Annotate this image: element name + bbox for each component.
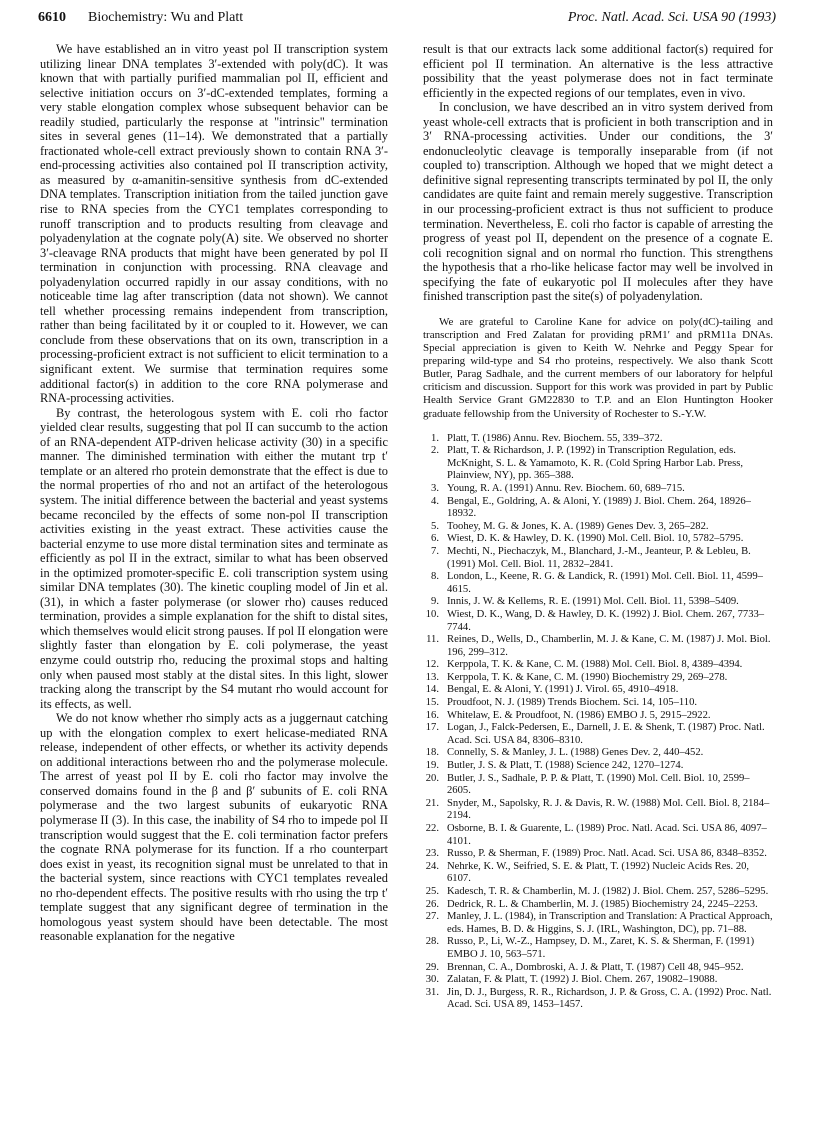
reference-item — [423, 659, 773, 672]
reference-text: Dedrick, R. L. & Chamberlin, M. J. (1985) Biochemistry 24, 2245–2253. — [447, 898, 758, 910]
reference-text: Butler, J. S., Sadhale, P. P. & Platt, T. (1990) Mol. Cell. Biol. 10, 2599–2605. — [447, 772, 750, 797]
reference-text: Innis, J. W. & Kellems, R. E. (1991) Mol. Cell. Biol. 11, 5398–5409. — [447, 596, 739, 608]
reference-text: Whitelaw, E. & Proudfoot, N. (1986) EMBO J. 5, 2915–2922. — [447, 709, 711, 721]
reference-number: 15. — [425, 697, 439, 709]
reference-number: 23. — [425, 848, 439, 860]
reference-number: 25. — [425, 885, 439, 897]
reference-item — [423, 722, 773, 747]
reference-item — [423, 861, 773, 886]
reference-number: 11. — [426, 634, 439, 646]
reference-item — [423, 546, 773, 571]
reference-text: Proudfoot, N. J. (1989) Trends Biochem. Sci. 14, 105–110. — [447, 697, 698, 709]
acknowledgment: We are grateful to Caroline Kane for advice on poly(dC)-tailing and transcription and Fred Zalatan for providing pRM1′ and pRM11a DNAs. Special appreciation is given to Keith W. Nehrke and Peggy Spear for preparing wild-type and S4 rho proteins, respectively. We also thank Scott Butler, Parag Sadhale, and the current members of our laboratory for helpful criticism and discussion. Support for this work was provided in part by Public Health Service Grant GM22830 to T.P. and an Elon Huntington Hooker graduate fellowship from the University of Rochester to S.-Y.W. — [423, 315, 773, 420]
reference-text: Mechti, N., Piechaczyk, M., Blanchard, J.-M., Jeanteur, P. & Lebleu, B. (1991) Mol. Cell. Biol. 11, 2832–2841. — [447, 545, 751, 570]
left-column — [40, 42, 388, 944]
reference-number: 29. — [425, 961, 439, 973]
reference-text: Nehrke, K. W., Seifried, S. E. & Platt, T. (1992) Nucleic Acids Res. 20, 6107. — [447, 860, 750, 885]
reference-text: Kadesch, T. R. & Chamberlin, M. J. (1982) J. Biol. Chem. 257, 5286–5295. — [447, 885, 769, 897]
reference-item — [423, 596, 773, 609]
reference-item — [423, 987, 773, 1012]
reference-item — [423, 899, 773, 912]
reference-text: Russo, P. & Sherman, F. (1989) Proc. Natl. Acad. Sci. USA 86, 8348–8352. — [447, 848, 767, 860]
reference-number: 19. — [425, 760, 439, 772]
reference-item — [423, 911, 773, 936]
page-header — [38, 10, 776, 32]
reference-item — [423, 433, 773, 446]
body-paragraph: result is that our extracts lack some additional factor(s) required for efficient pol II termination. An alternative is the less attractive possibility that the yeast polymerase does not in fact terminate efficiently in the expected regions of our templates, even in vivo. — [423, 42, 773, 100]
reference-item — [423, 571, 773, 596]
reference-item — [423, 634, 773, 659]
reference-item — [423, 760, 773, 773]
reference-text: Platt, T. & Richardson, J. P. (1992) in Transcription Regulation, eds. McKnight, S. L. & Yamamoto, K. R. (Cold Spring Harbor Lab. Press, Plainview, NY), pp. 365–388. — [447, 445, 744, 482]
body-paragraph: We do not know whether rho simply acts as a juggernaut catching up with the elongation complex to exert helicase-mediated RNA release, independent of other effects, or whether its activity depends on additional interactions between rho and the polymerase molecule. The arrest of yeast pol II by E. coli rho factor may involve the conserved domains found in the β and β′ subunits of E. coli RNA polymerase and the two largest subunits of eukaryotic RNA polymerase II (3). In this case, the inability of S4 rho to impede pol II transcription would suggest that the E. coli termination factor prefers the cognate RNA polymerase for its function. If a rho counterpart does exist in yeast, its recognition signal must be unrelated to that in the bacterial system, since reactions with CYC1 templates revealed no rho-dependent effects. The positive results with rho using the trp t′ template suggest that any significant degree of termination in the homologous yeast system should have been detectable. The most reasonable explanation for the negative — [40, 711, 388, 944]
reference-text: Platt, T. (1986) Annu. Rev. Biochem. 55, 339–372. — [447, 432, 663, 444]
journal-citation: Proc. Natl. Acad. Sci. USA 90 (1993) — [567, 10, 776, 25]
reference-item — [423, 496, 773, 521]
reference-number: 8. — [431, 571, 439, 583]
reference-number: 18. — [425, 747, 439, 759]
reference-text: Wiest, D. K., Wang, D. & Hawley, D. K. (1992) J. Biol. Chem. 267, 7733–7744. — [447, 608, 765, 633]
reference-text: Russo, P., Li, W.-Z., Hampsey, D. M., Zaret, K. S. & Sherman, F. (1991) EMBO J. 10, 563–571. — [447, 936, 755, 960]
reference-item — [423, 697, 773, 710]
reference-item — [423, 962, 773, 975]
reference-text: Kerppola, T. K. & Kane, C. M. (1988) Mol. Cell. Biol. 8, 4389–4394. — [447, 659, 743, 671]
reference-list — [423, 433, 773, 1012]
reference-number: 1. — [431, 432, 439, 444]
running-head: Biochemistry: Wu and Platt — [88, 10, 244, 25]
reference-item — [423, 483, 773, 496]
reference-number: 14. — [425, 684, 439, 696]
reference-text: Jin, D. J., Burgess, R. R., Richardson, J. P. & Gross, C. A. (1992) Proc. Natl. Acad. Sci. USA 89, 1453–1457. — [447, 986, 772, 1011]
reference-item — [423, 823, 773, 848]
reference-item — [423, 773, 773, 798]
reference-number: 27. — [425, 911, 439, 923]
right-column — [423, 42, 773, 1012]
reference-text: Zalatan, F. & Platt, T. (1992) J. Biol. Chem. 267, 19082–19088. — [447, 974, 718, 986]
reference-text: Logan, J., Falck-Pedersen, E., Darnell, J. E. & Shenk, T. (1987) Proc. Natl. Acad. Sci. USA 84, 8306–8310. — [447, 722, 765, 746]
reference-number: 10. — [425, 608, 439, 620]
reference-item — [423, 445, 773, 483]
reference-text: Bengal, E., Goldring, A. & Aloni, Y. (1989) J. Biol. Chem. 264, 18926–18932. — [447, 495, 751, 520]
reference-text: Kerppola, T. K. & Kane, C. M. (1990) Biochemistry 29, 269–278. — [447, 671, 728, 683]
reference-item — [423, 974, 773, 987]
reference-text: London, L., Keene, R. G. & Landick, R. (1991) Mol. Cell. Biol. 11, 4599–4615. — [447, 571, 763, 595]
reference-number: 7. — [431, 545, 439, 557]
reference-text: Bengal, E. & Aloni, Y. (1991) J. Virol. 65, 4910–4918. — [447, 684, 679, 696]
reference-number: 24. — [425, 860, 439, 872]
reference-number: 16. — [425, 709, 439, 721]
reference-item — [423, 521, 773, 534]
reference-item — [423, 672, 773, 685]
reference-text: Young, R. A. (1991) Annu. Rev. Biochem. 60, 689–715. — [447, 482, 685, 494]
reference-text: Toohey, M. G. & Jones, K. A. (1989) Genes Dev. 3, 265–282. — [447, 520, 709, 532]
reference-number: 2. — [431, 445, 439, 457]
reference-number: 9. — [431, 596, 439, 608]
reference-number: 5. — [431, 520, 439, 532]
reference-number: 28. — [425, 936, 439, 948]
reference-item — [423, 684, 773, 697]
reference-text: Manley, J. L. (1984), in Transcription and Translation: A Practical Approach, eds. Hames, B. D. & Higgins, S. J. (IRL, Washington, DC), pp. 71–88. — [447, 911, 773, 935]
page-number: 6610 — [38, 10, 66, 25]
reference-item — [423, 936, 773, 961]
reference-number: 12. — [425, 659, 439, 671]
body-paragraph: We have established an in vitro yeast pol II transcription system utilizing linear DNA templates 3′-extended with poly(dC). It was known that with partially purified mammalian pol II, efficient and selective initiation occurs on 3′-dC-extended templates, forming a very stable elongation complex whose subsequent behavior can be readily studied, particularly the response at "intrinsic" termination sites in several genes (11–14). We demonstrated that a partially fractionated whole-cell extract previously shown to contain RNA 3′-end-processing activities also contained pol II transcription activity, as measured by α-amanitin-sensitive synthesis from dC-extended DNA templates. Transcription initiation from the tailed junction gave rise to RNA species from the CYC1 templates corresponding to runoff transcription and to products resulting from cleavage and polyadenylation at the cognate poly(A) site. We observed no shorter 3′-cleavage RNA products that might have been generated by pol II termination in conjunction with processing. RNA cleavage and polyadenylation occurred rapidly in our assay conditions, with no noticeable time lag after transcription (data not shown). We cannot tell whether processing remains independent from transcription, rather than being facilitated by it or coupled to it. However, we can conclude from these observations that on its own, transcription in a processing-proficient extract is not sufficient to elicit termination to a significant extent. We surmise that termination requires some additional factor(s) in addition to the core RNA polymerase and RNA-processing activities. — [40, 42, 388, 406]
reference-number: 30. — [425, 974, 439, 986]
reference-number: 20. — [425, 772, 439, 784]
reference-number: 6. — [431, 533, 439, 545]
reference-item — [423, 533, 773, 546]
body-paragraph: By contrast, the heterologous system with E. coli rho factor yielded clear results, suggesting that pol II can succumb to the action of an RNA-dependent ATP-driven helicase activity (30) in a specific manner. The diminished termination with either the mutant trp t′ template or an altered rho protein demonstrate that the effect is due to the normal properties of rho and not an artifact of the heterologous system. The initial difference between the bacterial and yeast systems became reconciled by the effects of some non-pol II transcription activities existing in the yeast extract. These activities cause the bacterial enzyme to use more distal termination sites and terminate as efficiently as pol II in the extract, similar to what has been observed in the optimized promoter-specific E. coli transcription system using similar DNA templates (30). The kinetic coupling model of Jin et al. (31), in which a faster polymerase (or slower rho) causes reduced termination, provides a simple explanation for the shift to distal sites, which themselves would elicit strong pauses. If pol II elongation were slightly faster than elongation by E. coli polymerase, the yeast enzyme could outstrip rho, reducing the proximal stops and halting only when paused most stably at the distal sites. In this light, slower tracking along the transcript by the S4 mutant rho would account for its effects, as well. — [40, 405, 388, 711]
reference-number: 3. — [431, 482, 439, 494]
reference-text: Brennan, C. A., Dombroski, A. J. & Platt, T. (1987) Cell 48, 945–952. — [447, 961, 744, 973]
reference-item — [423, 848, 773, 861]
reference-text: Connelly, S. & Manley, J. L. (1988) Genes Dev. 2, 440–452. — [447, 747, 704, 759]
reference-text: Reines, D., Wells, D., Chamberlin, M. J. & Kane, C. M. (1987) J. Mol. Biol. 196, 299–312. — [447, 634, 771, 658]
reference-item — [423, 798, 773, 823]
reference-item — [423, 710, 773, 723]
reference-number: 4. — [431, 495, 439, 507]
reference-number: 13. — [425, 671, 439, 683]
reference-text: Osborne, B. I. & Guarente, L. (1989) Proc. Natl. Acad. Sci. USA 86, 4097–4101. — [447, 823, 767, 847]
reference-number: 22. — [425, 823, 439, 834]
reference-item — [423, 609, 773, 634]
reference-text: Snyder, M., Sapolsky, R. J. & Davis, R. W. (1988) Mol. Cell. Biol. 8, 2184–2194. — [447, 797, 770, 822]
reference-number: 26. — [425, 898, 439, 910]
body-paragraph: In conclusion, we have described an in vitro system derived from yeast whole-cell extracts that is proficient in both transcription and in 3′ RNA-processing activities. Under our conditions, the 3′ endonucleolytic cleavage is temporally inseparable from (if not coupled to) transcription. Although we hoped that we might detect a definitive signal representing transcripts terminated by pol II, the only candidates are quite faint and remain merely suggestive. Transcription in our processing-proficient extract is thus not sufficient to produce termination. Nevertheless, E. coli rho factor is capable of arresting the progress of yeast pol II, dependent on the presence of a cognate E. coli recognition signal and on normal rho function. This strengthens the hypothesis that a rho-like helicase factor may well be involved in specifying the fate of eukaryotic pol II molecules after they have finished transcription past the site(s) of polyadenylation. — [423, 100, 773, 304]
reference-text: Butler, J. S. & Platt, T. (1988) Science 242, 1270–1274. — [447, 760, 684, 772]
reference-text: Wiest, D. K. & Hawley, D. K. (1990) Mol. Cell. Biol. 10, 5782–5795. — [447, 533, 744, 545]
reference-number: 17. — [425, 722, 439, 734]
reference-number: 21. — [425, 797, 439, 809]
reference-item — [423, 886, 773, 899]
reference-item — [423, 747, 773, 760]
reference-number: 31. — [425, 986, 439, 998]
